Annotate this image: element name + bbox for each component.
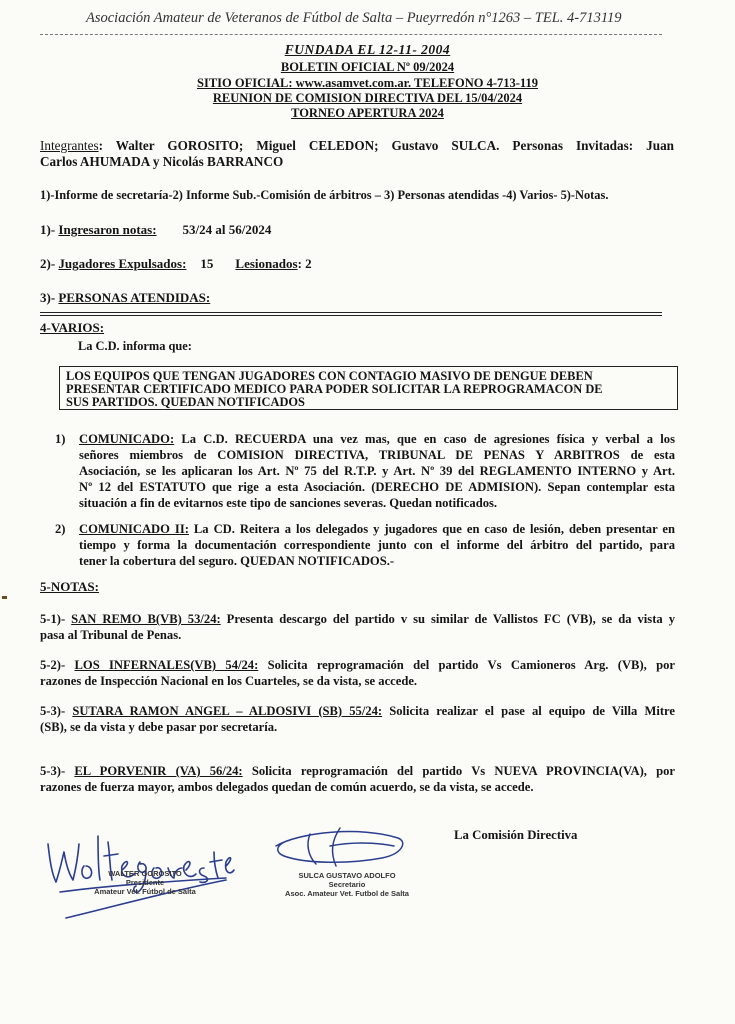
divider-rule <box>40 312 662 313</box>
item-2-paragraph: COMUNICADO II: La CD. Reitera a los delegados y jugadores que en caso de lesión, deben presentar en tiempo y forma la documentación correspondiente junto con el informe del árbitro del partido, para tener la cobertura del seguro. QUEDAN NOTIFICADOS.- <box>79 522 676 568</box>
meeting-title: REUNION DE COMISION DIRECTIVA DEL 15/04/2024 <box>212 91 523 105</box>
note-5-1: 5-1)- SAN REMO B(VB) 53/24: Presenta descargo del partido v su similar de Vallistos FC (VB), se da vista y pasa al Tribunal de Penas. <box>40 612 675 642</box>
closing-signoff: La Comisión Directiva <box>454 828 578 842</box>
section-4-intro: La C.D. informa que: <box>78 339 192 353</box>
agenda: 1)-Informe de secretaría-2) Informe Sub.-Comisión de árbitros – 3) Personas atendidas -4) Varios- 5)-Notas. <box>40 188 609 202</box>
president-signature-caption: WALTER GOROSITO Presidente Amateur Vet. Fútbol de Salta <box>94 869 196 896</box>
note-5-2: 5-2)- LOS INFERNALES(VB) 54/24: Solicita reprogramación del partido Vs Camioneros Arg. (VB), por razones de Inspección Nacional en los Cuarteles, se da vista, se accede. <box>40 658 676 688</box>
bulletin-number: BOLETIN OFICIAL Nº 09/2024 <box>280 60 455 74</box>
tournament-title: TORNEO APERTURA 2024 <box>291 106 444 120</box>
item-1-number: 1) <box>55 432 66 446</box>
members-label: Integrantes <box>40 138 99 153</box>
official-site: SITIO OFICIAL: www.asamvet.com.ar. TELEFONO 4-713-119 <box>197 76 538 90</box>
note-5-3a: 5-3)- SUTARA RAMON ANGEL – ALDOSIVI (SB) 55/24: Solicita realizar el pase al equipo de Villa Mitre (SB), se da vista y debe pasar por secretaría. <box>40 704 675 734</box>
paper-speck <box>2 596 7 599</box>
item-2-number: 2) <box>55 522 66 536</box>
note-5-3b: 5-3)- EL PORVENIR (VA) 56/24: Solicita reprogramación del partido Vs NUEVA PROVINCIA(VA), por razones de fuerza mayor, ambos delegados quedan de común acuerdo, se da vista, se accede. <box>40 764 675 794</box>
members-paragraph: Integrantes: Walter GOROSITO; Miguel CELEDON; Gustavo SULCA. Personas Invitadas: Juan Carlos AHUMADA y Nicolás BARRANCO <box>40 138 674 169</box>
item-1-paragraph: COMUNICADO: La C.D. RECUERDA una vez mas, que en caso de agresiones física y verbal a los señores miembros de COMISION DIRECTIVA, TRIBUNAL DE PENAS Y ARBITROS de esta Asociación, se les aplicaran los Art. Nº 75 del R.T.P. y Art. Nº 39 del REGLAMENTO INTERNO y Art. Nº 12 del ESTATUTO que rige a esta Asociación. (DERECHO DE ADMISION). Sepan contemplar esta situación a fin de evitarnos este tipo de sanciones severas. Quedan notificados. <box>79 432 675 510</box>
section-5-heading: 5-NOTAS: <box>40 579 99 594</box>
letterhead: Asociación Amateur de Veteranos de Fútbol de Salta – Pueyrredón n°1263 – TEL. 4-713119 <box>86 10 622 26</box>
founded-line: FUNDADA EL 12-11- 2004 <box>284 42 451 57</box>
section-1: 1)- Ingresaron notas: 53/24 al 56/2024 <box>40 222 272 237</box>
dengue-notice-box: LOS EQUIPOS QUE TENGAN JUGADORES CON CONTAGIO MASIVO DE DENGUE DEBEN PRESENTAR CERTIFICADO MEDICO PARA PODER SOLICITAR LA REPROGRAMACON DE SUS PARTIDOS. QUEDAN NOTIFICADOS <box>59 366 678 410</box>
header-divider <box>40 34 662 35</box>
secretary-signature-caption: SULCA GUSTAVO ADOLFO Secretario Asoc. Amateur Vet. Futbol de Salta <box>285 871 409 898</box>
divider-rule <box>40 315 662 316</box>
section-3: 3)- PERSONAS ATENDIDAS: <box>40 290 211 305</box>
section-2: 2)- Jugadores Expulsados: 15 Lesionados: 2 <box>40 256 312 271</box>
section-4-heading: 4-VARIOS: <box>40 320 105 335</box>
